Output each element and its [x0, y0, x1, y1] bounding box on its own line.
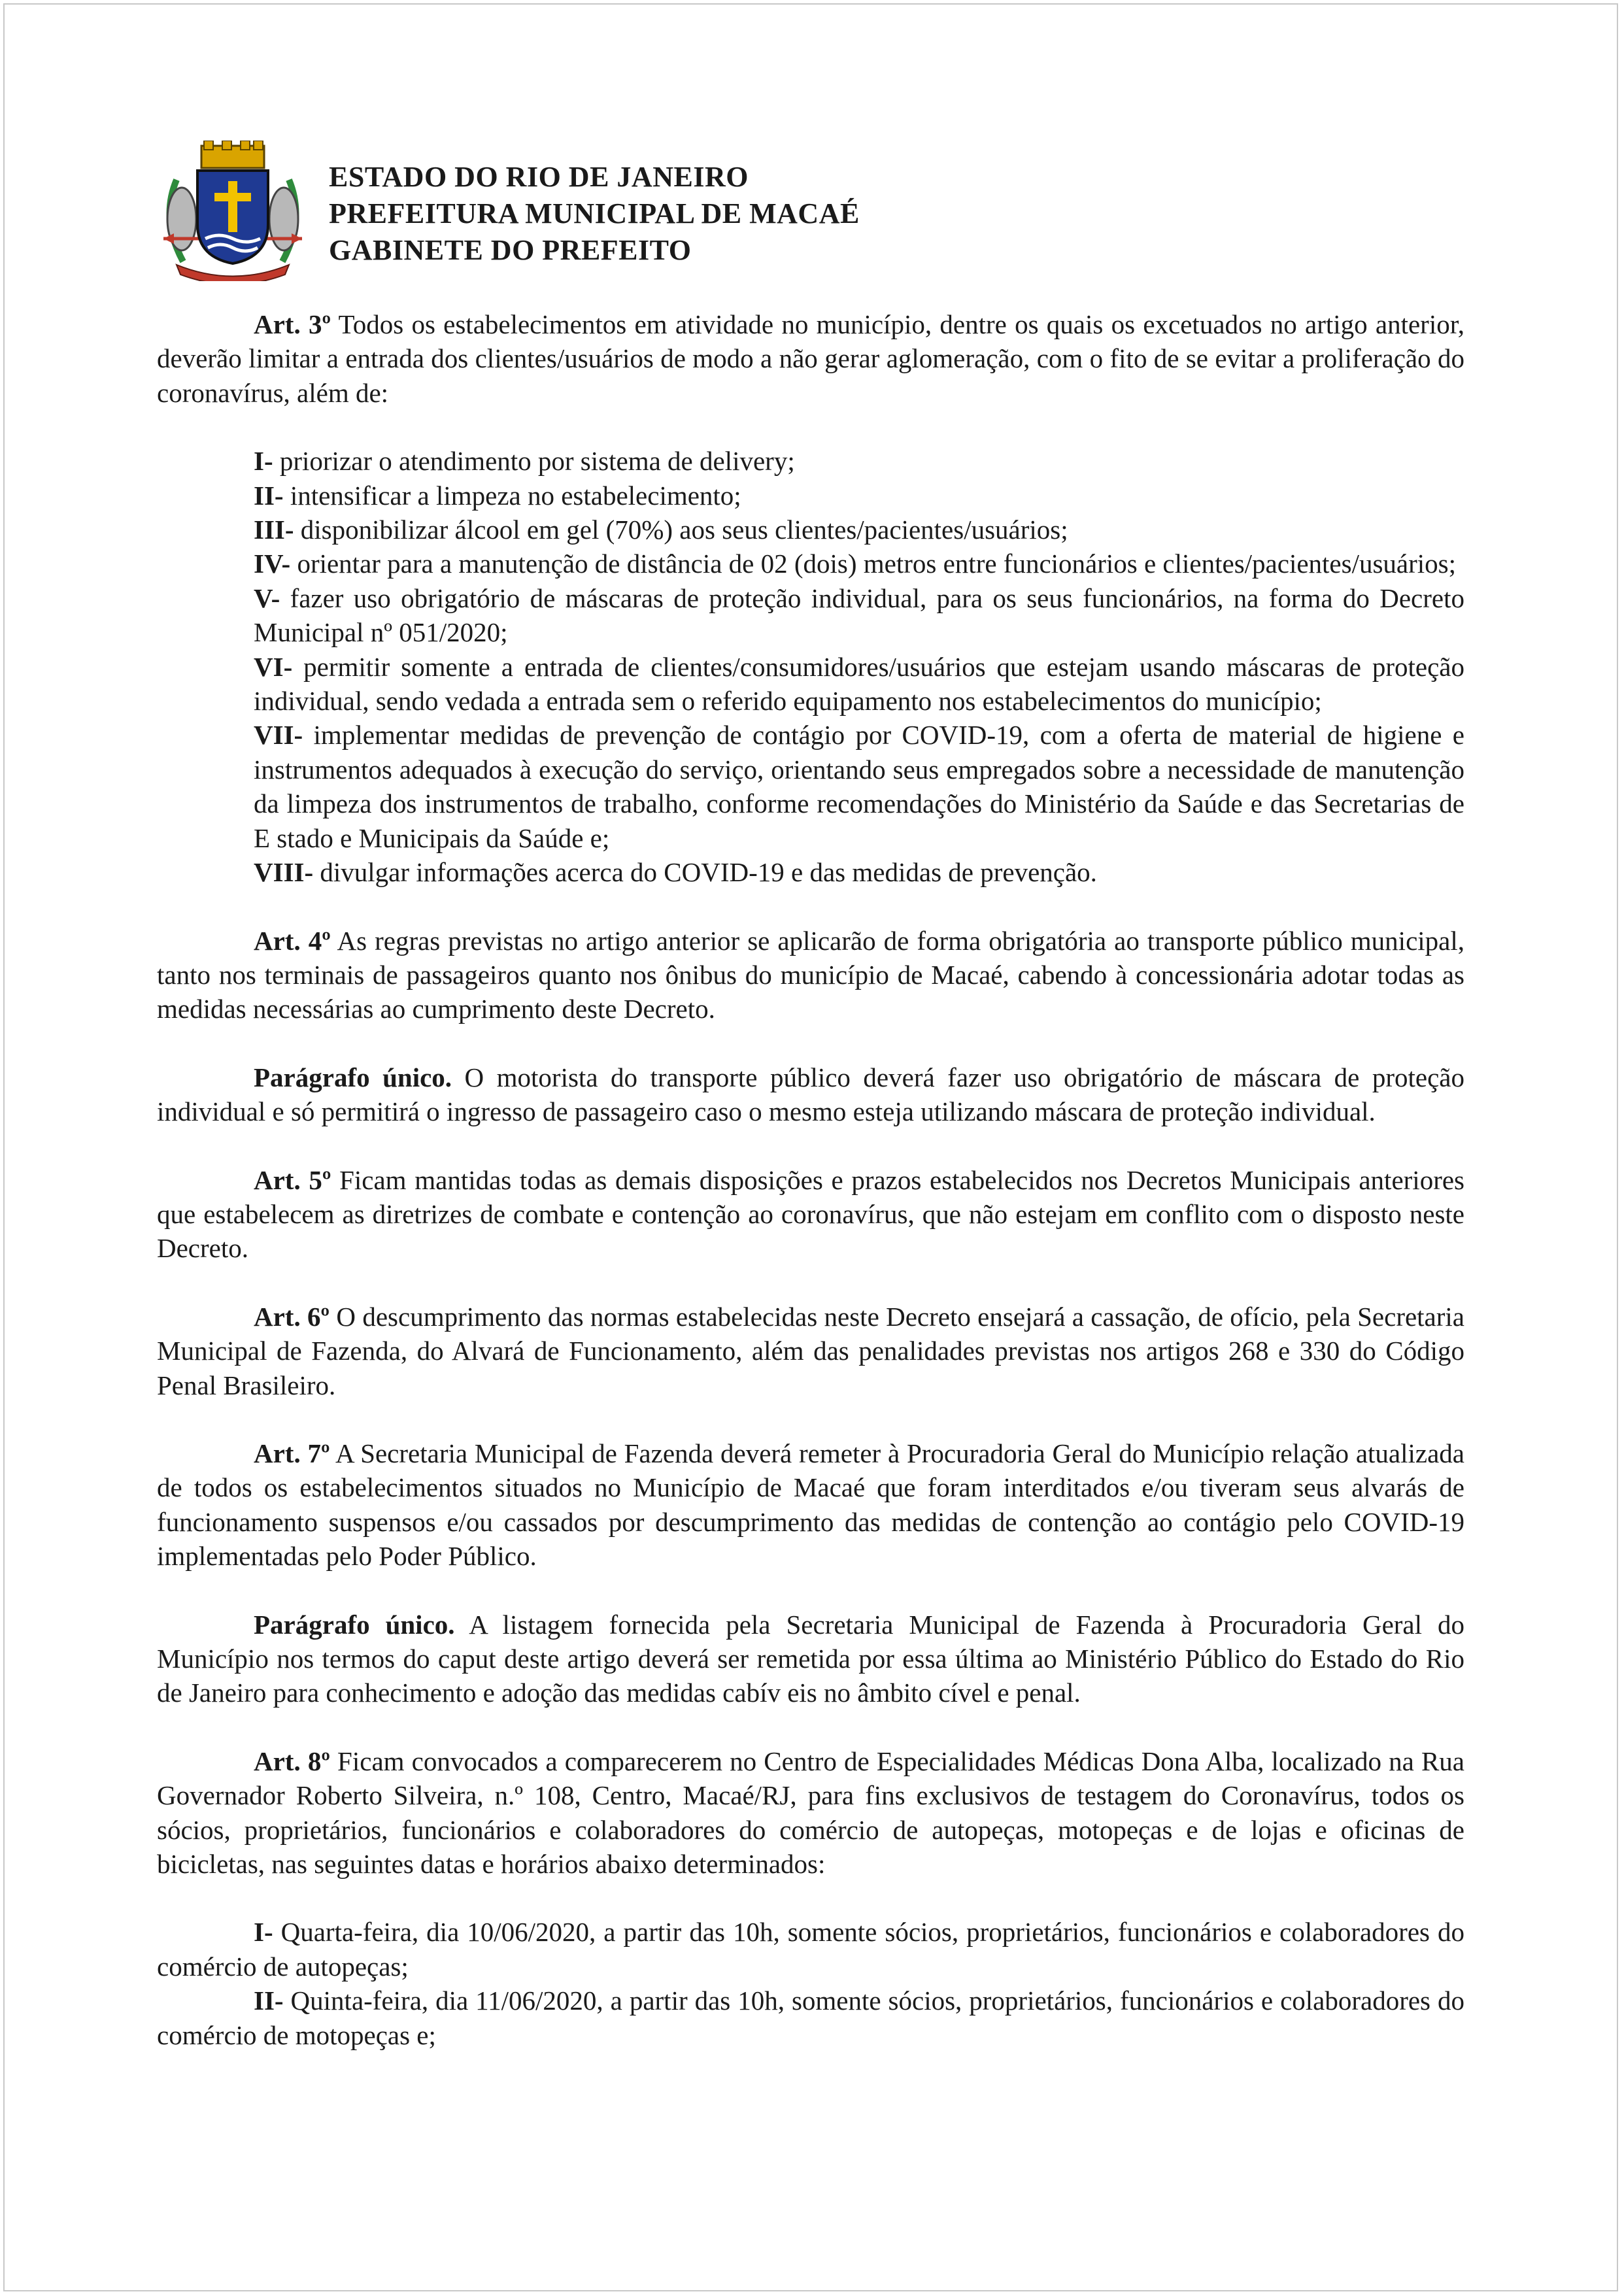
list-item: IV- orientar para a manutenção de distância de 02 (dois) metros entre funcionários e clientes/pacientes/usuários; [254, 549, 1457, 579]
art3-label: Art. 3º [254, 309, 331, 339]
heading-municipality: PREFEITURA MUNICIPAL DE MACAÉ [329, 197, 860, 229]
list-item: I- priorizar o atendimento por sistema de delivery; [254, 446, 795, 477]
art8-item-1: I- Quarta-feira, dia 10/06/2020, a partir das 10h, somente sócios, proprietários, funcionários e colaboradores do comércio de autopeças; [157, 1917, 1464, 1982]
art7-sole-paragraph: Parágrafo único. A listagem fornecida pela Secretaria Municipal de Fazenda à Procuradoria Geral do Município nos termos do caput deste artigo deverá ser remetida por essa última ao Ministério Público do Estado do Rio de Janeiro para conhecimento e adoção das medidas cabív eis no âmbito cível e penal. [157, 1609, 1464, 1708]
art3-text: Todos os estabelecimentos em atividade no município, dentre os quais os excetuados no artigo anterior, deverão limitar a entrada dos clientes/usuários de modo a não gerar aglomeração, com o fito de se evitar a proliferação do coronavírus, além de: [157, 309, 1464, 408]
art3-paragraph [157, 307, 1464, 410]
municipal-coat-of-arms-icon [157, 141, 309, 281]
art4-sole-paragraph: Parágrafo único. O motorista do transporte público deverá fazer uso obrigatório de máscara de proteção individual e só permitirá o ingresso de passageiro caso o mesmo esteja utilizando máscara de proteção individual. [157, 1062, 1464, 1127]
art7-paragraph: Art. 7º A Secretaria Municipal de Fazenda deverá remeter à Procuradoria Geral do Município relação atualizada de todos os estabelecimentos situados no Município de Macaé que foram interditados e/ou tiveram seus alvarás de funcionamento suspensos e/ou cassados por descumprimento das medidas de contenção ao contágio pelo COVID-19 implementadas pelo Poder Público. [157, 1438, 1464, 1572]
decree-body [157, 307, 1464, 2052]
list-item: II- intensificar a limpeza no estabelecimento; [254, 480, 741, 511]
art4-paragraph: Art. 4º As regras previstas no artigo anterior se aplicarão de forma obrigatória ao transporte público municipal, tanto nos terminais de passageiros quanto nos ônibus do município de Macaé, cabendo à concessionária adotar todas as medidas necessárias ao cumprimento deste Decreto. [157, 925, 1464, 1024]
list-item: III- disponibilizar álcool em gel (70%) aos seus clientes/pacientes/usuários; [254, 515, 1068, 545]
art8-paragraph: Art. 8º Ficam convocados a comparecerem no Centro de Especialidades Médicas Dona Alba, localizado na Rua Governador Roberto Silveira, n.º 108, Centro, Macaé/RJ, para fins exclusivos de testagem do Coronavírus, todos os sócios, proprietários, funcionários e colaboradores do comércio de autopeças, motopeças e de lojas e oficinas de bicicletas, nas seguintes datas e horários abaixo determinados: [157, 1746, 1464, 1880]
list-item: VIII- divulgar informações acerca do COVID-19 e das medidas de prevenção. [254, 857, 1097, 888]
art5-paragraph: Art. 5º Ficam mantidas todas as demais disposições e prazos estabelecidos nos Decretos Municipais anteriores que estabelecem as diretrizes de combate e contenção ao coronavírus, que não estejam em conflito com o disposto neste Decreto. [157, 1164, 1464, 1264]
heading-office: GABINETE DO PREFEITO [329, 234, 692, 266]
art3-items [157, 444, 1464, 889]
list-item: VI- permitir somente a entrada de clientes/consumidores/usuários que estejam usando máscaras de proteção individual, sendo vedada a entrada sem o referido equipamento nos estabelecimentos do município; [254, 651, 1464, 717]
art8-item-2: II- Quinta-feira, dia 11/06/2020, a partir das 10h, somente sócios, proprietários, funcionários e colaboradores do comércio de motopeças e; [157, 1985, 1464, 2050]
art6-paragraph: Art. 6º O descumprimento das normas estabelecidas neste Decreto ensejará a cassação, de ofício, pela Secretaria Municipal de Fazenda, do Alvará de Funcionamento, além das penalidades previstas nos artigos 268 e 330 do Código Penal Brasileiro. [157, 1301, 1465, 1400]
list-item: VII- implementar medidas de prevenção de contágio por COVID-19, com a oferta de material de higiene e instrumentos adequados à execução do serviço, orientando seus empregados sobre a necessidade de manutenção da limpeza dos instrumentos de trabalho, conforme recomendações do Ministério da Saúde e das Secretarias de E stado e Municipais da Saúde e; [254, 720, 1464, 853]
heading-state: ESTADO DO RIO DE JANEIRO [329, 161, 749, 193]
art4-label: Art. 4º [254, 925, 331, 956]
list-item: V- fazer uso obrigatório de máscaras de proteção individual, para os seus funcionários, na forma do Decreto Municipal nº 051/2020; [254, 582, 1464, 648]
letterhead-heading [329, 159, 860, 269]
letterhead [157, 141, 1072, 281]
